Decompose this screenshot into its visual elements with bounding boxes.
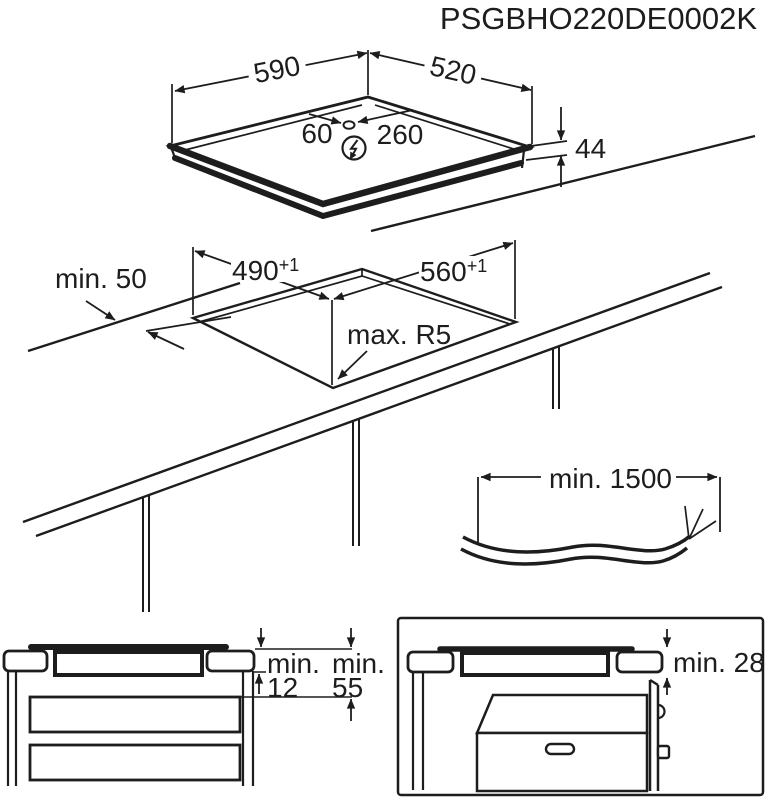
worktop-left-piece: [4, 651, 47, 671]
drawer-clearance-section: [4, 628, 385, 786]
drawer-min-label: min.: [332, 648, 385, 679]
oven-gap-label: min. 28: [673, 647, 765, 678]
mains-cable-figure: [461, 463, 720, 564]
lightning-circle-icon: [343, 137, 366, 160]
worktop-min-label: min.: [267, 648, 320, 679]
worktop-min-value: 12: [267, 672, 299, 703]
product-code: PSGBHO220DE0002K: [439, 1, 757, 36]
cutout-depth-label: $490^{+1}$: [232, 255, 300, 286]
cable-length-label: min. 1500: [549, 463, 672, 494]
hob-isometric-view: [170, 49, 606, 216]
oven-knob: [658, 746, 669, 758]
worktop-right-piece: [207, 651, 254, 671]
cable-offset-left-label: 60: [301, 118, 333, 149]
hob-body-section: [55, 652, 202, 675]
edge-clearance-dimension: [55, 263, 231, 349]
hob-depth-label: 520: [426, 50, 480, 91]
worktop-right-piece: [617, 652, 662, 672]
cable-drawing: [461, 506, 716, 564]
cutout-width-label: $560^{+1}$: [420, 256, 488, 287]
oven-clearance-detail: [398, 618, 765, 795]
corner-radius-label: max. R5: [347, 319, 452, 350]
worktop-left-piece: [408, 652, 453, 672]
stripped-wires: [685, 506, 716, 539]
drawer-min-value: 55: [332, 672, 364, 703]
oven-drawing: [477, 680, 669, 791]
edge-clearance-label: min. 50: [55, 263, 147, 294]
hob-height-label: 44: [575, 133, 607, 164]
hob-body-section: [462, 653, 608, 675]
hob-width-label: 590: [251, 49, 303, 90]
cable-offset-right-label: 260: [376, 119, 424, 150]
drawer-lower: [30, 745, 240, 780]
cabinet-side: [413, 672, 423, 790]
worktop-drawing: [23, 136, 755, 612]
drawer-upper: [30, 697, 240, 732]
oven-gap-dimension: [667, 629, 765, 695]
cabinet-sides: [8, 671, 253, 786]
worktop-thickness-dimension: [240, 628, 385, 721]
worktop-legs: [143, 346, 559, 612]
cable-entry-point: [344, 121, 355, 129]
